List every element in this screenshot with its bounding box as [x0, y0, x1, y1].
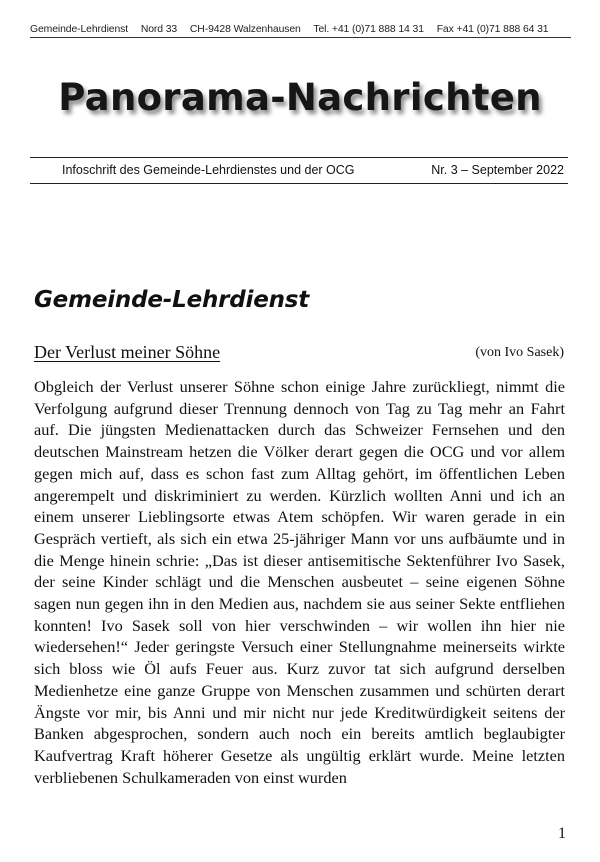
article-paragraph: Obgleich der Verlust unserer Söhne schon einige Jahre zurückliegt, nimmt die Verfolgung aufgrund dieser Trennung dennoch von Tag zu Tag mehr an Fahrt auf. Die jüngsten Medienattacken durch das Schweizer Fernsehen und den deutschen Mainstream hetzen die Völker derart gegen die OCG und vor allem gegen mich auf, dass es schon fast zum Alltag gehört, im öffentlichen Leben angerempelt und diskriminiert zu werden. Kürzlich wollten Anni und ich an einem unserer Lieblingsorte etwas Atem schöpfen. Wir waren gerade in ein Gespräch vertieft, als sich ein etwa 25-jähriger Mann vor uns aufbäumte und in die Menge hinein schrie: „Das ist dieser antisemitische Sektenführer Ivo Sasek, der seine Kinder schlägt und die Menschen ausbeutet – seine eigenen Söhne sagen nun gegen ihn in den Medien aus, nachdem sie aus seiner Sekte entfliehen konnten! Ivo Sasek soll von hier verschwinden – wir wollen ihn hier nie wiedersehen!“ Jeder geringste Versuch einer Stellungnahme meinerseits wirkte sich bloss wie Öl aufs Feuer aus. Kurz zuvor tat sich aufgrund derselben Medienhetze eine ganze Gruppe von Menschen zusammen und schürten derart Ängste vor mir, bis Anni und mir nicht nur jede Kreditwürdigkeit seitens der Banken abgesprochen, sondern auch noch ein bereits amtlich beglaubigter Kaufvertrag Kraft höherer Gesetze als ungültig erklärt wurde. Meine letzten verbliebenen Schulkameraden von einst wurden [34, 377, 565, 787]
article-title: Der Verlust meiner Söhne [34, 342, 221, 362]
contact-city: CH-9428 Walzenhausen [189, 24, 301, 35]
issue-number: Nr. 3 – September 2022 [431, 163, 564, 177]
contact-organization: Gemeinde-Lehrdienst [30, 24, 129, 35]
masthead-title: Panorama-Nachrichten [58, 76, 542, 119]
info-bar [30, 157, 568, 184]
article-body [34, 376, 565, 788]
contact-street: Nord 33 [140, 24, 178, 35]
article-author: (von Ivo Sasek) [475, 345, 564, 360]
section-heading: Gemeinde-Lehrdienst [34, 287, 310, 313]
article-header [34, 342, 564, 366]
contact-phone: Tel. +41 (0)71 888 14 31 [313, 24, 424, 35]
page-number: 1 [558, 825, 566, 842]
publication-subtitle: Infoschrift des Gemeinde-Lehrdienstes und der OCG [62, 163, 355, 177]
contact-line [30, 24, 571, 38]
contact-fax: Fax +41 (0)71 888 64 31 [436, 24, 549, 35]
